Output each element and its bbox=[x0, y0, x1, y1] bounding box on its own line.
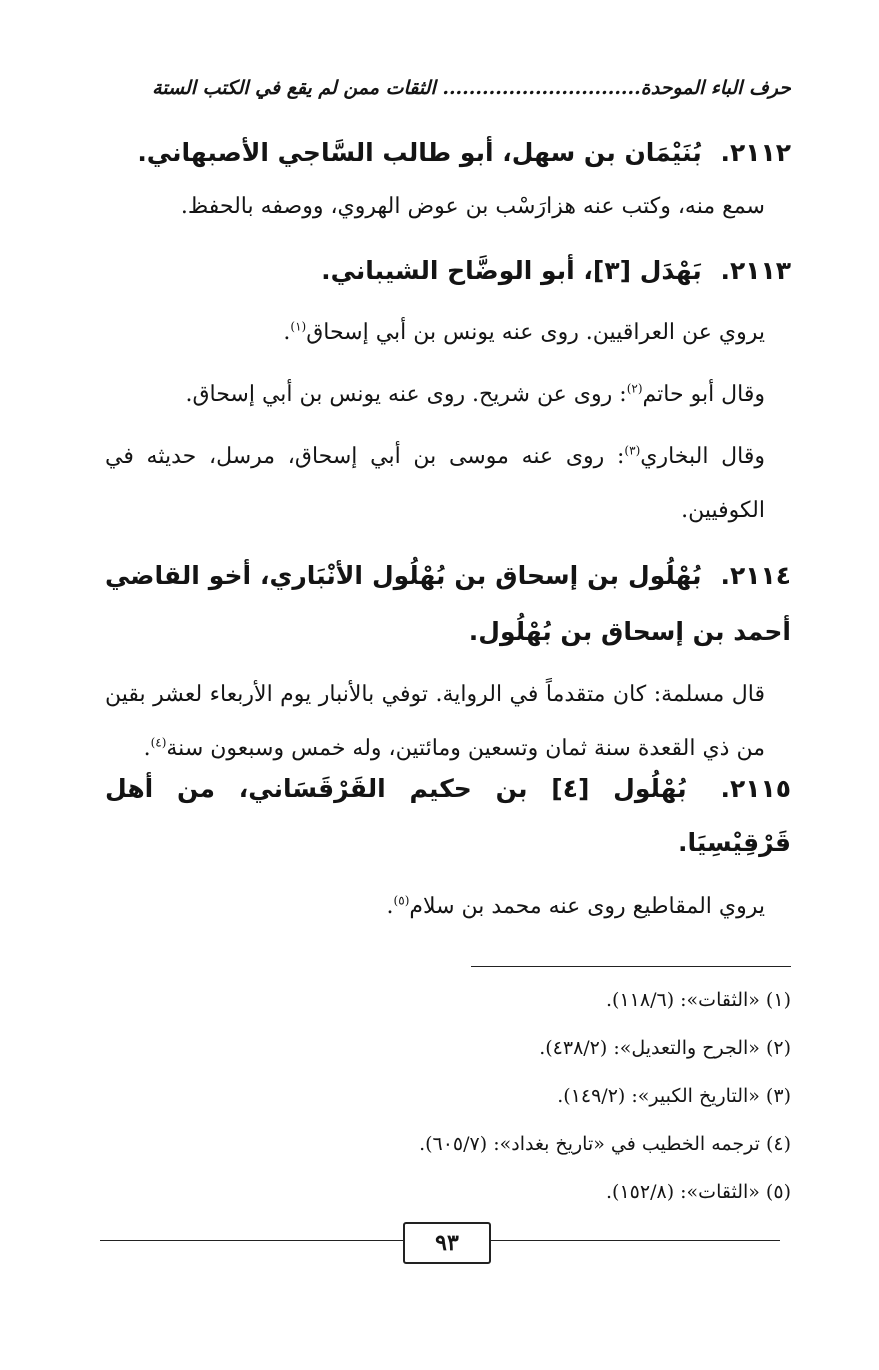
entry-2114 bbox=[105, 548, 791, 776]
entry-heading bbox=[105, 126, 791, 180]
paragraph-text: يروي المقاطيع روى عنه محمد بن سلام bbox=[409, 894, 765, 919]
entry-paragraph bbox=[105, 430, 791, 538]
entry-2115 bbox=[105, 762, 791, 934]
entry-number: ٢١١٢. bbox=[720, 138, 791, 167]
entry-paragraph bbox=[105, 668, 791, 776]
footnote-ref: (٢) bbox=[626, 381, 643, 396]
entry-paragraph bbox=[105, 880, 791, 934]
footnote-ref: (٣) bbox=[624, 443, 641, 458]
entry-2112 bbox=[105, 126, 791, 234]
footnote-item: (٤) ترجمه الخطيب في «تاريخ بغداد»: (٦٠٥/٧). bbox=[419, 1133, 791, 1155]
paragraph-text: : روى عنه موسى بن أبي إسحاق، مرسل، حديثه في الكوفيين. bbox=[105, 444, 765, 523]
footnote-ref: (٥) bbox=[393, 893, 410, 908]
entry-number: ٢١١٥. bbox=[720, 774, 791, 803]
entry-heading bbox=[105, 762, 791, 870]
paragraph-text: . bbox=[386, 894, 394, 919]
footnote-ref: (١) bbox=[290, 319, 307, 334]
paragraph-text: وقال أبو حاتم bbox=[642, 382, 765, 407]
paragraph-text: قال مسلمة: كان متقدماً في الرواية. توفي بالأنبار يوم الأربعاء لعشر بقين من ذي القعدة سنة ثمان وتسعين ومائتين، وله خمس وسبعون سنة bbox=[105, 682, 765, 761]
paragraph-text: . bbox=[283, 320, 291, 345]
entry-heading bbox=[105, 548, 791, 660]
paragraph-text: وقال البخاري bbox=[640, 444, 765, 469]
footnote-ref: (٤) bbox=[150, 735, 167, 750]
entry-paragraph bbox=[105, 306, 791, 360]
entry-paragraph bbox=[105, 368, 791, 422]
paragraph-text: : روى عن شريح. روى عنه يونس بن أبي إسحاق. bbox=[185, 382, 627, 407]
entry-heading bbox=[105, 244, 791, 298]
footnotes bbox=[105, 976, 791, 1216]
footnote-item: (٣) «التاريخ الكبير»: (١٤٩/٢). bbox=[557, 1085, 791, 1107]
footnote-item: (٥) «الثقات»: (١٥٢/٨). bbox=[606, 1181, 791, 1203]
entry-name: بُنَيْمَان بن سهل، أبو طالب السَّاجي الأصبهاني. bbox=[137, 138, 702, 167]
entry-2113 bbox=[105, 244, 791, 538]
entry-name: بُهْلُول بن إسحاق بن بُهْلُول الأنْبَاري، أخو القاضي أحمد بن إسحاق بن بُهْلُول. bbox=[105, 561, 791, 646]
paragraph-text: يروي عن العراقيين. روى عنه يونس بن أبي إسحاق bbox=[306, 320, 765, 345]
entry-name: بَهْدَل [٣]، أبو الوضَّاح الشيباني. bbox=[321, 256, 702, 285]
footnote-item: (١) «الثقات»: (١١٨/٦). bbox=[606, 989, 791, 1011]
entry-number: ٢١١٤. bbox=[720, 561, 791, 590]
footnote-item: (٢) «الجرح والتعديل»: (٤٣٨/٢). bbox=[539, 1037, 791, 1059]
page-number: ٩٣ bbox=[403, 1222, 491, 1264]
entry-number: ٢١١٣. bbox=[720, 256, 791, 285]
entry-paragraph: سمع منه، وكتب عنه هزارَسْب بن عوض الهروي، ووصفه بالحفظ. bbox=[180, 194, 765, 219]
paragraph-text: . bbox=[143, 736, 151, 761]
footnote-divider bbox=[471, 966, 791, 967]
entry-name: بُهْلُول [٤] بن حكيم القَرْقَسَاني، من أهل قَرْقِيْسِيَا. bbox=[105, 774, 791, 857]
running-header: حرف الباء الموحدة.............................. الثقات ممن لم يقع في الكتب الستة bbox=[152, 77, 791, 99]
